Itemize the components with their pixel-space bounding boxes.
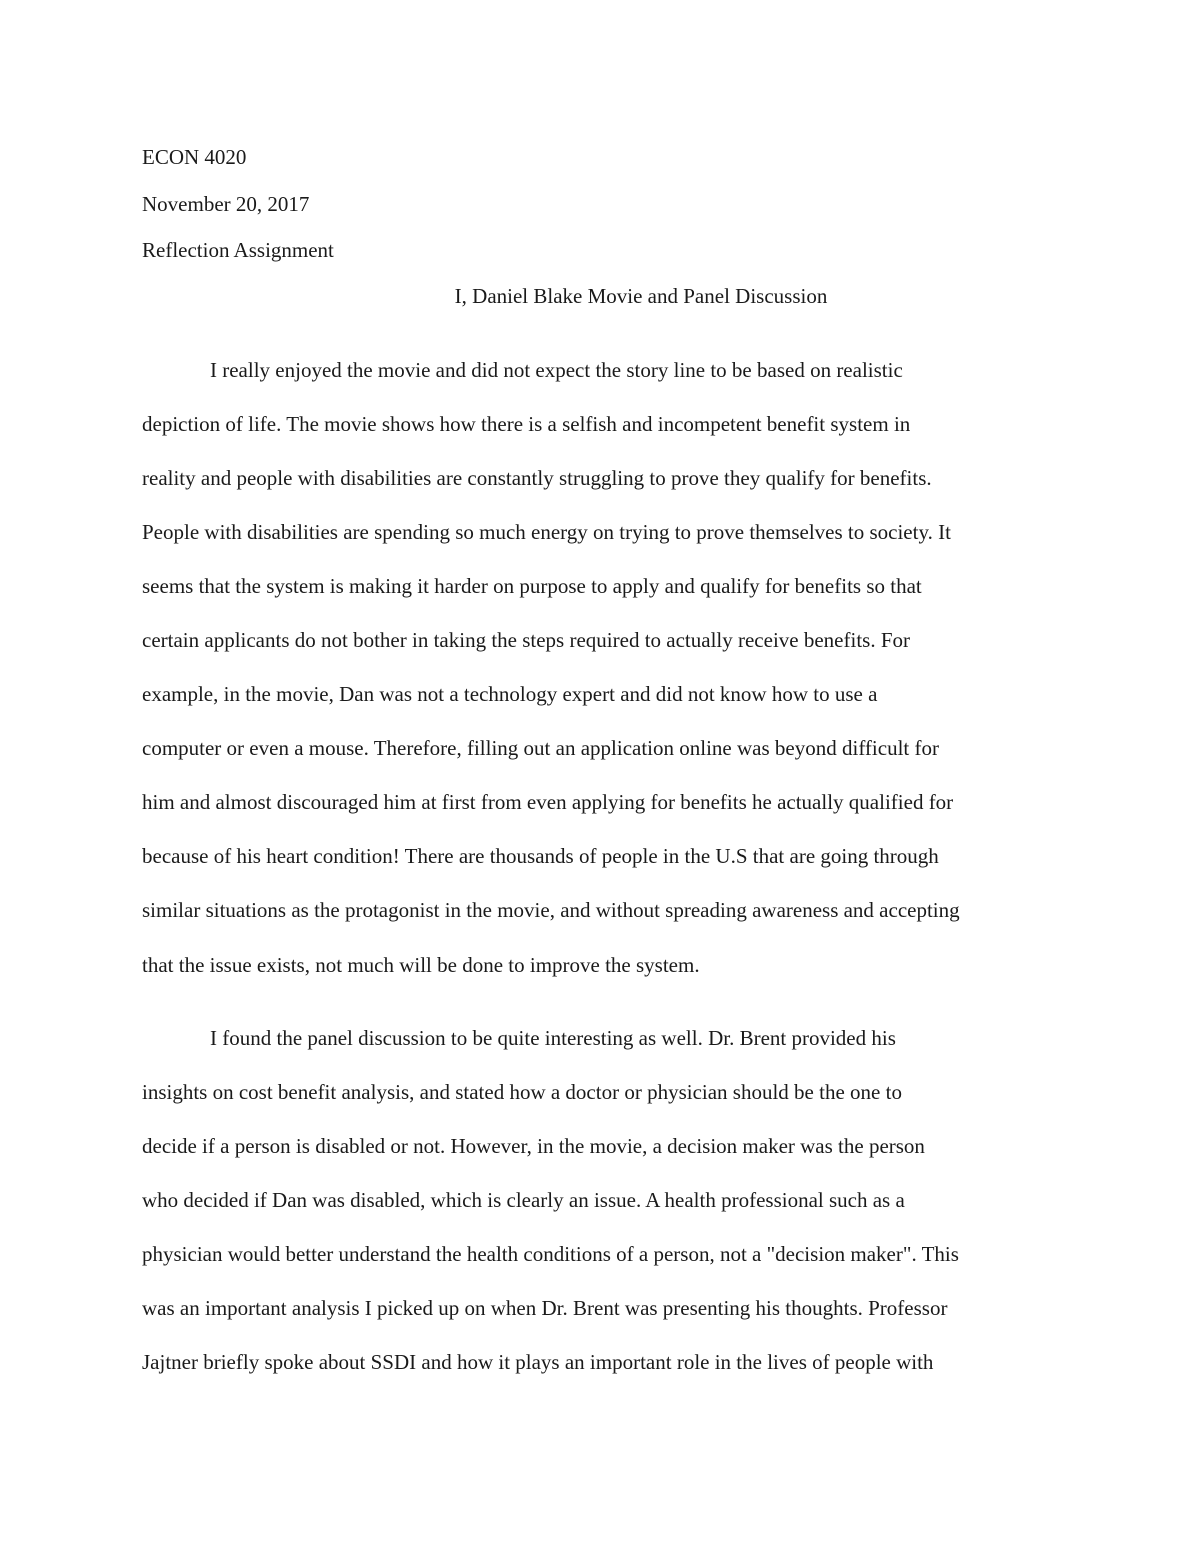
paragraph-line: that the issue exists, not much will be done to improve the system. [142, 953, 700, 977]
paragraph-line: I really enjoyed the movie and did not expect the story line to be based on realistic [210, 358, 903, 382]
paragraph-line: insights on cost benefit analysis, and stated how a doctor or physician should be the one to [142, 1080, 902, 1104]
paragraph-line: certain applicants do not bother in taking the steps required to actually receive benefits. For [142, 628, 910, 652]
assignment-name: Reflection Assignment [142, 238, 334, 262]
paragraph-line: computer or even a mouse. Therefore, filling out an application online was beyond difficult for [142, 736, 939, 760]
document-date: November 20, 2017 [142, 192, 310, 216]
paragraph-line: who decided if Dan was disabled, which is clearly an issue. A health professional such as a [142, 1188, 905, 1212]
course-code: ECON 4020 [142, 145, 247, 169]
paragraph-line: physician would better understand the health conditions of a person, not a "decision maker". This [142, 1242, 959, 1266]
paragraph-line: decide if a person is disabled or not. However, in the movie, a decision maker was the person [142, 1134, 925, 1158]
paragraph-line: was an important analysis I picked up on when Dr. Brent was presenting his thoughts. Professor [142, 1296, 948, 1320]
paragraph-line: example, in the movie, Dan was not a technology expert and did not know how to use a [142, 682, 878, 706]
paragraph-line: I found the panel discussion to be quite interesting as well. Dr. Brent provided his [210, 1026, 896, 1050]
document-title: I, Daniel Blake Movie and Panel Discussion [454, 284, 828, 308]
paragraph-line: similar situations as the protagonist in the movie, and without spreading awareness and accepting [142, 898, 960, 922]
paragraph-line: depiction of life. The movie shows how there is a selfish and incompetent benefit system in [142, 412, 911, 436]
paragraph-line: because of his heart condition! There are thousands of people in the U.S that are going through [142, 844, 939, 868]
paragraph-line: him and almost discouraged him at first from even applying for benefits he actually qualified for [142, 790, 954, 814]
paragraph-line: Jajtner briefly spoke about SSDI and how it plays an important role in the lives of people with [142, 1350, 934, 1374]
paragraph-line: reality and people with disabilities are constantly struggling to prove they qualify for benefits. [142, 466, 932, 490]
paragraph-line: People with disabilities are spending so much energy on trying to prove themselves to society. It [142, 520, 951, 544]
paragraph-line: seems that the system is making it harder on purpose to apply and qualify for benefits so that [142, 574, 922, 598]
